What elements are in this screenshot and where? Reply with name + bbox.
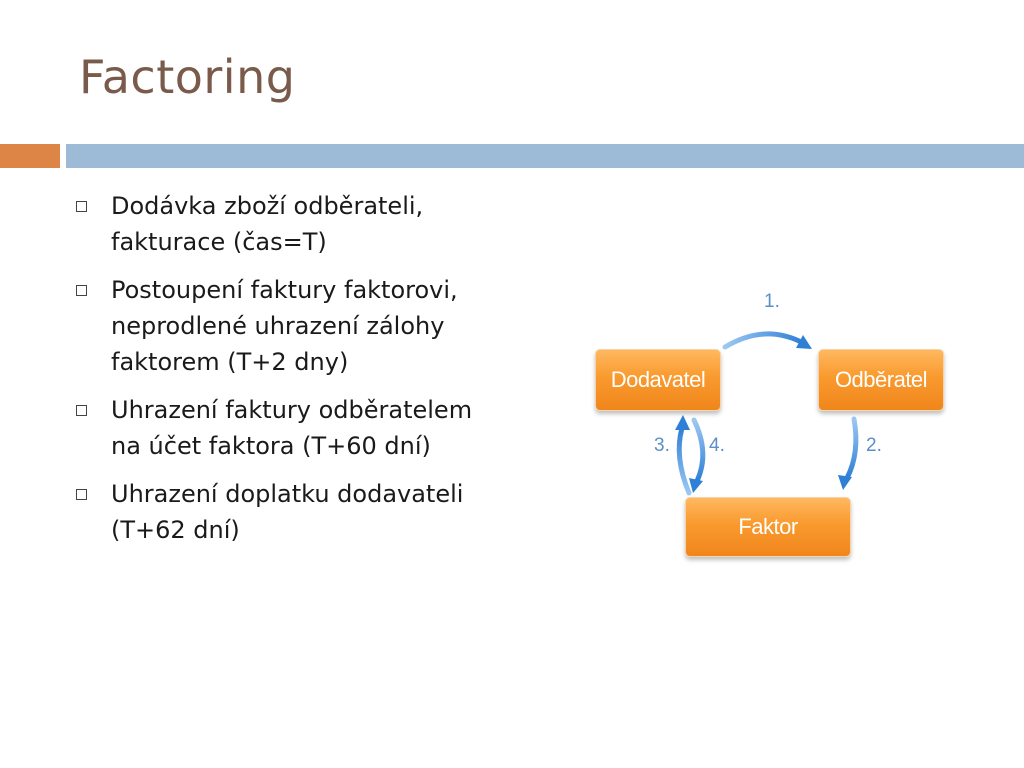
arrow-step-2 [838, 419, 856, 490]
slide-title: Factoring [79, 50, 296, 104]
factoring-flow-diagram [590, 285, 950, 565]
bullet-item [76, 392, 476, 464]
step-label-1: 1. [764, 291, 780, 312]
bullet-text: Uhrazení faktury odběratelem na účet faktora (T+60 dní) [111, 396, 473, 460]
arrow-step-4 [689, 420, 703, 493]
node-faktor: Faktor [685, 497, 851, 557]
bullet-item [76, 476, 476, 548]
bullet-item [76, 272, 476, 380]
square-bullet-icon [76, 405, 87, 416]
step-label-2: 2. [866, 435, 882, 456]
step-label-3: 3. [654, 435, 670, 456]
square-bullet-icon [76, 489, 87, 500]
bullet-list [76, 188, 476, 560]
bullet-item [76, 188, 476, 260]
square-bullet-icon [76, 285, 87, 296]
node-dodavatel: Dodavatel [595, 349, 721, 411]
title-underline-bar [66, 144, 1024, 168]
bullet-text: Uhrazení doplatku dodavateli (T+62 dní) [111, 480, 464, 544]
arrow-step-3 [675, 415, 690, 493]
title-underline-accent [0, 144, 60, 168]
bullet-text: Dodávka zboží odběrateli, fakturace (čas=T) [111, 192, 424, 256]
step-label-4: 4. [709, 435, 725, 456]
square-bullet-icon [76, 201, 87, 212]
node-odberatel: Odběratel [818, 349, 944, 411]
bullet-text: Postoupení faktury faktorovi, neprodlené uhrazení zálohy faktorem (T+2 dny) [111, 276, 458, 376]
arrow-step-1 [725, 334, 812, 349]
